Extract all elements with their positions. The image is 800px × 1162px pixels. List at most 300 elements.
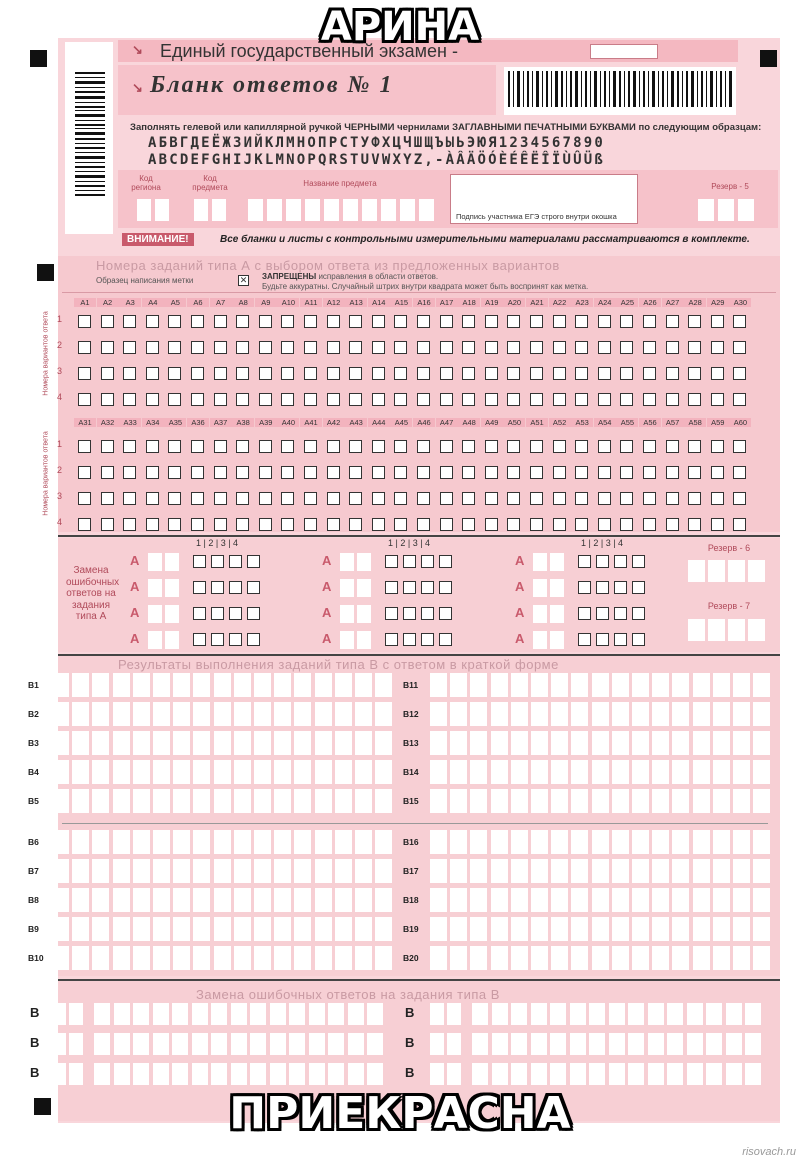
replaceB-answer-cell[interactable] <box>192 1063 208 1085</box>
partB-answer-cell[interactable] <box>592 888 609 912</box>
reserve5-box-1[interactable] <box>698 199 714 221</box>
answer-checkbox[interactable] <box>101 367 114 380</box>
answer-checkbox[interactable] <box>281 367 294 380</box>
replaceA-checkbox[interactable] <box>578 607 591 620</box>
partB-answer-cell[interactable] <box>254 830 271 854</box>
partB-answer-cell[interactable] <box>733 830 750 854</box>
replaceA-checkbox[interactable] <box>421 581 434 594</box>
subject-name-box[interactable] <box>324 199 339 221</box>
partB-answer-cell[interactable] <box>173 917 190 941</box>
reserve-box[interactable] <box>688 560 705 582</box>
partB-answer-cell[interactable] <box>72 731 89 755</box>
replaceB-answer-cell[interactable] <box>706 1033 722 1055</box>
replaceB-answer-cell[interactable] <box>648 1033 664 1055</box>
partB-answer-cell[interactable] <box>491 673 508 697</box>
replaceB-answer-cell[interactable] <box>348 1033 364 1055</box>
answer-checkbox[interactable] <box>485 440 498 453</box>
replaceB-answer-cell[interactable] <box>745 1003 761 1025</box>
partB-answer-cell[interactable] <box>335 702 352 726</box>
subject-name-box[interactable] <box>343 199 358 221</box>
answer-checkbox[interactable] <box>146 466 159 479</box>
partB-answer-cell[interactable] <box>753 702 770 726</box>
partB-answer-cell[interactable] <box>133 888 150 912</box>
answer-checkbox[interactable] <box>327 466 340 479</box>
replaceA-number-box[interactable] <box>148 605 162 623</box>
answer-checkbox[interactable] <box>327 440 340 453</box>
answer-checkbox[interactable] <box>688 492 701 505</box>
replaceB-answer-cell[interactable] <box>133 1063 149 1085</box>
partB-answer-cell[interactable] <box>551 830 568 854</box>
partB-answer-cell[interactable] <box>430 760 447 784</box>
partB-answer-cell[interactable] <box>430 673 447 697</box>
answer-checkbox[interactable] <box>417 440 430 453</box>
answer-checkbox[interactable] <box>349 315 362 328</box>
partB-answer-cell[interactable] <box>193 673 210 697</box>
partB-answer-cell[interactable] <box>72 673 89 697</box>
replaceB-answer-cell[interactable] <box>550 1033 566 1055</box>
partB-answer-cell[interactable] <box>753 789 770 813</box>
answer-checkbox[interactable] <box>304 393 317 406</box>
answer-checkbox[interactable] <box>123 466 136 479</box>
partB-answer-cell[interactable] <box>571 673 588 697</box>
answer-checkbox[interactable] <box>575 492 588 505</box>
answer-checkbox[interactable] <box>327 367 340 380</box>
replaceA-checkbox[interactable] <box>229 633 242 646</box>
replaceA-number-box[interactable] <box>357 631 371 649</box>
answer-checkbox[interactable] <box>462 492 475 505</box>
partB-answer-cell[interactable] <box>294 760 311 784</box>
partB-answer-cell[interactable] <box>193 789 210 813</box>
answer-checkbox[interactable] <box>304 440 317 453</box>
answer-checkbox[interactable] <box>259 341 272 354</box>
answer-checkbox[interactable] <box>711 466 724 479</box>
answer-checkbox[interactable] <box>440 440 453 453</box>
partB-answer-cell[interactable] <box>571 888 588 912</box>
partB-answer-cell[interactable] <box>294 673 311 697</box>
partB-answer-cell[interactable] <box>335 789 352 813</box>
replaceA-checkbox[interactable] <box>403 581 416 594</box>
answer-checkbox[interactable] <box>236 440 249 453</box>
answer-checkbox[interactable] <box>304 341 317 354</box>
partB-answer-cell[interactable] <box>592 702 609 726</box>
partB-answer-cell[interactable] <box>254 946 271 970</box>
replaceB-number-box[interactable] <box>52 1033 66 1055</box>
answer-checkbox[interactable] <box>553 440 566 453</box>
partB-answer-cell[interactable] <box>551 946 568 970</box>
partB-answer-cell[interactable] <box>612 731 629 755</box>
answer-checkbox[interactable] <box>733 367 746 380</box>
answer-checkbox[interactable] <box>666 440 679 453</box>
partB-answer-cell[interactable] <box>693 946 710 970</box>
answer-checkbox[interactable] <box>394 492 407 505</box>
partB-answer-cell[interactable] <box>173 830 190 854</box>
partB-answer-cell[interactable] <box>335 917 352 941</box>
replaceB-answer-cell[interactable] <box>231 1033 247 1055</box>
partB-answer-cell[interactable] <box>234 789 251 813</box>
answer-checkbox[interactable] <box>462 466 475 479</box>
partB-answer-cell[interactable] <box>450 917 467 941</box>
partB-answer-cell[interactable] <box>612 760 629 784</box>
partB-answer-cell[interactable] <box>214 859 231 883</box>
replaceB-answer-cell[interactable] <box>231 1003 247 1025</box>
answer-checkbox[interactable] <box>643 492 656 505</box>
answer-checkbox[interactable] <box>394 440 407 453</box>
partB-answer-cell[interactable] <box>450 789 467 813</box>
replaceB-answer-cell[interactable] <box>667 1003 683 1025</box>
partB-answer-cell[interactable] <box>531 731 548 755</box>
answer-checkbox[interactable] <box>146 492 159 505</box>
partB-answer-cell[interactable] <box>693 789 710 813</box>
answer-checkbox[interactable] <box>259 440 272 453</box>
replaceB-answer-cell[interactable] <box>648 1003 664 1025</box>
partB-answer-cell[interactable] <box>612 789 629 813</box>
replaceA-number-box[interactable] <box>165 631 179 649</box>
partB-answer-cell[interactable] <box>511 917 528 941</box>
replaceA-checkbox[interactable] <box>614 581 627 594</box>
answer-checkbox[interactable] <box>462 393 475 406</box>
partB-answer-cell[interactable] <box>254 673 271 697</box>
replaceA-number-box[interactable] <box>165 579 179 597</box>
answer-checkbox[interactable] <box>711 341 724 354</box>
partB-answer-cell[interactable] <box>652 760 669 784</box>
answer-checkbox[interactable] <box>485 315 498 328</box>
answer-checkbox[interactable] <box>101 341 114 354</box>
replaceB-answer-cell[interactable] <box>511 1003 527 1025</box>
partB-answer-cell[interactable] <box>592 946 609 970</box>
replaceA-checkbox[interactable] <box>229 607 242 620</box>
answer-checkbox[interactable] <box>530 341 543 354</box>
replaceA-number-box[interactable] <box>148 579 162 597</box>
replaceB-answer-cell[interactable] <box>531 1033 547 1055</box>
answer-checkbox[interactable] <box>462 440 475 453</box>
replaceB-answer-cell[interactable] <box>250 1063 266 1085</box>
partB-answer-cell[interactable] <box>753 830 770 854</box>
replaceB-answer-cell[interactable] <box>153 1003 169 1025</box>
answer-checkbox[interactable] <box>598 315 611 328</box>
partB-answer-cell[interactable] <box>612 946 629 970</box>
replaceA-checkbox[interactable] <box>421 555 434 568</box>
partB-answer-cell[interactable] <box>430 789 447 813</box>
partB-answer-cell[interactable] <box>173 702 190 726</box>
partB-answer-cell[interactable] <box>214 731 231 755</box>
partB-answer-cell[interactable] <box>113 830 130 854</box>
answer-checkbox[interactable] <box>214 466 227 479</box>
partB-answer-cell[interactable] <box>294 789 311 813</box>
answer-checkbox[interactable] <box>191 367 204 380</box>
replaceA-number-box[interactable] <box>533 605 547 623</box>
partB-answer-cell[interactable] <box>335 673 352 697</box>
answer-checkbox[interactable] <box>394 341 407 354</box>
partB-answer-cell[interactable] <box>733 702 750 726</box>
partB-answer-cell[interactable] <box>470 673 487 697</box>
partB-answer-cell[interactable] <box>531 702 548 726</box>
partB-answer-cell[interactable] <box>234 702 251 726</box>
partB-answer-cell[interactable] <box>113 888 130 912</box>
answer-checkbox[interactable] <box>688 440 701 453</box>
partB-answer-cell[interactable] <box>632 673 649 697</box>
reserve-box[interactable] <box>708 619 725 641</box>
answer-checkbox[interactable] <box>394 367 407 380</box>
partB-answer-cell[interactable] <box>153 888 170 912</box>
answer-checkbox[interactable] <box>123 315 136 328</box>
partB-answer-cell[interactable] <box>294 702 311 726</box>
partB-answer-cell[interactable] <box>531 760 548 784</box>
partB-answer-cell[interactable] <box>713 859 730 883</box>
partB-answer-cell[interactable] <box>753 760 770 784</box>
replaceB-answer-cell[interactable] <box>492 1033 508 1055</box>
replaceA-checkbox[interactable] <box>578 581 591 594</box>
partB-answer-cell[interactable] <box>551 731 568 755</box>
replaceB-answer-cell[interactable] <box>367 1063 383 1085</box>
answer-checkbox[interactable] <box>349 367 362 380</box>
answer-checkbox[interactable] <box>214 367 227 380</box>
answer-checkbox[interactable] <box>553 393 566 406</box>
answer-checkbox[interactable] <box>733 466 746 479</box>
partB-answer-cell[interactable] <box>713 917 730 941</box>
partB-answer-cell[interactable] <box>430 731 447 755</box>
replaceA-checkbox[interactable] <box>439 581 452 594</box>
partB-answer-cell[interactable] <box>652 789 669 813</box>
partB-answer-cell[interactable] <box>753 917 770 941</box>
replaceB-answer-cell[interactable] <box>589 1063 605 1085</box>
partB-answer-cell[interactable] <box>72 830 89 854</box>
partB-answer-cell[interactable] <box>713 760 730 784</box>
answer-checkbox[interactable] <box>281 315 294 328</box>
answer-checkbox[interactable] <box>281 466 294 479</box>
partB-answer-cell[interactable] <box>133 946 150 970</box>
answer-checkbox[interactable] <box>620 466 633 479</box>
partB-answer-cell[interactable] <box>315 917 332 941</box>
partB-answer-cell[interactable] <box>52 789 69 813</box>
answer-checkbox[interactable] <box>688 393 701 406</box>
partB-answer-cell[interactable] <box>375 731 392 755</box>
partB-answer-cell[interactable] <box>52 760 69 784</box>
subject-name-box[interactable] <box>267 199 282 221</box>
partB-answer-cell[interactable] <box>491 917 508 941</box>
partB-answer-cell[interactable] <box>375 917 392 941</box>
answer-checkbox[interactable] <box>349 518 362 531</box>
replaceB-answer-cell[interactable] <box>628 1033 644 1055</box>
answer-checkbox[interactable] <box>168 518 181 531</box>
replaceB-answer-cell[interactable] <box>628 1063 644 1085</box>
partB-answer-cell[interactable] <box>632 702 649 726</box>
replaceB-answer-cell[interactable] <box>706 1063 722 1085</box>
replaceB-answer-cell[interactable] <box>94 1063 110 1085</box>
replaceA-number-box[interactable] <box>550 553 564 571</box>
partB-answer-cell[interactable] <box>652 702 669 726</box>
answer-checkbox[interactable] <box>259 393 272 406</box>
replaceA-checkbox[interactable] <box>385 555 398 568</box>
replaceA-checkbox[interactable] <box>632 581 645 594</box>
partB-answer-cell[interactable] <box>672 731 689 755</box>
answer-checkbox[interactable] <box>553 466 566 479</box>
partB-answer-cell[interactable] <box>672 760 689 784</box>
answer-checkbox[interactable] <box>620 492 633 505</box>
answer-checkbox[interactable] <box>191 315 204 328</box>
answer-checkbox[interactable] <box>688 315 701 328</box>
replaceB-answer-cell[interactable] <box>706 1003 722 1025</box>
answer-checkbox[interactable] <box>394 518 407 531</box>
answer-checkbox[interactable] <box>304 492 317 505</box>
answer-checkbox[interactable] <box>259 466 272 479</box>
partB-answer-cell[interactable] <box>571 830 588 854</box>
answer-checkbox[interactable] <box>711 440 724 453</box>
partB-answer-cell[interactable] <box>592 673 609 697</box>
answer-checkbox[interactable] <box>688 518 701 531</box>
replaceB-answer-cell[interactable] <box>231 1063 247 1085</box>
partB-answer-cell[interactable] <box>375 789 392 813</box>
partB-answer-cell[interactable] <box>113 760 130 784</box>
partB-answer-cell[interactable] <box>632 731 649 755</box>
partB-answer-cell[interactable] <box>733 760 750 784</box>
replaceA-checkbox[interactable] <box>439 607 452 620</box>
replaceA-checkbox[interactable] <box>596 633 609 646</box>
partB-answer-cell[interactable] <box>335 859 352 883</box>
subject-name-box[interactable] <box>248 199 263 221</box>
partB-answer-cell[interactable] <box>713 731 730 755</box>
partB-answer-cell[interactable] <box>450 731 467 755</box>
partB-answer-cell[interactable] <box>632 760 649 784</box>
partB-answer-cell[interactable] <box>470 888 487 912</box>
answer-checkbox[interactable] <box>666 367 679 380</box>
partB-answer-cell[interactable] <box>355 888 372 912</box>
answer-checkbox[interactable] <box>530 393 543 406</box>
partB-answer-cell[interactable] <box>133 789 150 813</box>
partB-answer-cell[interactable] <box>450 946 467 970</box>
subject-name-box[interactable] <box>381 199 396 221</box>
partB-answer-cell[interactable] <box>113 702 130 726</box>
answer-checkbox[interactable] <box>123 440 136 453</box>
partB-answer-cell[interactable] <box>355 859 372 883</box>
partB-answer-cell[interactable] <box>52 702 69 726</box>
partB-answer-cell[interactable] <box>193 731 210 755</box>
partB-answer-cell[interactable] <box>52 859 69 883</box>
answer-checkbox[interactable] <box>281 518 294 531</box>
partB-answer-cell[interactable] <box>713 673 730 697</box>
partB-answer-cell[interactable] <box>113 673 130 697</box>
answer-checkbox[interactable] <box>372 466 385 479</box>
partB-answer-cell[interactable] <box>72 917 89 941</box>
answer-checkbox[interactable] <box>372 315 385 328</box>
reserve-box[interactable] <box>688 619 705 641</box>
replaceB-answer-cell[interactable] <box>211 1003 227 1025</box>
partB-answer-cell[interactable] <box>294 946 311 970</box>
partB-answer-cell[interactable] <box>612 859 629 883</box>
answer-checkbox[interactable] <box>327 492 340 505</box>
partB-answer-cell[interactable] <box>693 830 710 854</box>
partB-answer-cell[interactable] <box>133 760 150 784</box>
answer-checkbox[interactable] <box>643 315 656 328</box>
partB-answer-cell[interactable] <box>234 946 251 970</box>
answer-checkbox[interactable] <box>101 518 114 531</box>
answer-checkbox[interactable] <box>259 367 272 380</box>
answer-checkbox[interactable] <box>485 466 498 479</box>
partB-answer-cell[interactable] <box>450 830 467 854</box>
subject-name-box[interactable] <box>400 199 415 221</box>
partB-answer-cell[interactable] <box>153 830 170 854</box>
answer-checkbox[interactable] <box>191 440 204 453</box>
partB-answer-cell[interactable] <box>72 946 89 970</box>
partB-answer-cell[interactable] <box>672 830 689 854</box>
partB-answer-cell[interactable] <box>193 830 210 854</box>
partB-answer-cell[interactable] <box>133 673 150 697</box>
partB-answer-cell[interactable] <box>511 673 528 697</box>
answer-checkbox[interactable] <box>123 367 136 380</box>
answer-checkbox[interactable] <box>372 440 385 453</box>
answer-checkbox[interactable] <box>711 393 724 406</box>
partB-answer-cell[interactable] <box>274 888 291 912</box>
partB-answer-cell[interactable] <box>450 888 467 912</box>
replaceB-number-box[interactable] <box>447 1033 461 1055</box>
partB-answer-cell[interactable] <box>450 673 467 697</box>
replaceB-answer-cell[interactable] <box>550 1063 566 1085</box>
answer-checkbox[interactable] <box>372 492 385 505</box>
partB-answer-cell[interactable] <box>652 859 669 883</box>
partB-answer-cell[interactable] <box>612 673 629 697</box>
replaceB-answer-cell[interactable] <box>309 1063 325 1085</box>
subject-name-box[interactable] <box>305 199 320 221</box>
answer-checkbox[interactable] <box>349 341 362 354</box>
answer-checkbox[interactable] <box>349 466 362 479</box>
answer-checkbox[interactable] <box>598 341 611 354</box>
replaceA-checkbox[interactable] <box>229 581 242 594</box>
replaceB-answer-cell[interactable] <box>270 1063 286 1085</box>
replaceB-answer-cell[interactable] <box>172 1033 188 1055</box>
replaceA-checkbox[interactable] <box>403 607 416 620</box>
answer-checkbox[interactable] <box>78 440 91 453</box>
partB-answer-cell[interactable] <box>612 702 629 726</box>
partB-answer-cell[interactable] <box>92 859 109 883</box>
replaceA-checkbox[interactable] <box>247 555 260 568</box>
partB-answer-cell[interactable] <box>294 830 311 854</box>
partB-answer-cell[interactable] <box>315 702 332 726</box>
answer-checkbox[interactable] <box>688 466 701 479</box>
partB-answer-cell[interactable] <box>52 888 69 912</box>
partB-answer-cell[interactable] <box>430 702 447 726</box>
answer-checkbox[interactable] <box>146 315 159 328</box>
replaceB-number-box[interactable] <box>52 1003 66 1025</box>
answer-checkbox[interactable] <box>440 393 453 406</box>
answer-checkbox[interactable] <box>101 440 114 453</box>
partB-answer-cell[interactable] <box>214 789 231 813</box>
answer-checkbox[interactable] <box>598 440 611 453</box>
reserve5-box-2[interactable] <box>718 199 734 221</box>
replaceA-checkbox[interactable] <box>211 607 224 620</box>
answer-checkbox[interactable] <box>733 440 746 453</box>
replaceB-answer-cell[interactable] <box>570 1063 586 1085</box>
partB-answer-cell[interactable] <box>92 946 109 970</box>
replaceA-checkbox[interactable] <box>614 607 627 620</box>
answer-checkbox[interactable] <box>168 492 181 505</box>
answer-checkbox[interactable] <box>530 492 543 505</box>
answer-checkbox[interactable] <box>462 341 475 354</box>
partB-answer-cell[interactable] <box>375 888 392 912</box>
partB-answer-cell[interactable] <box>214 830 231 854</box>
partB-answer-cell[interactable] <box>592 760 609 784</box>
partB-answer-cell[interactable] <box>315 789 332 813</box>
partB-answer-cell[interactable] <box>571 859 588 883</box>
partB-answer-cell[interactable] <box>355 917 372 941</box>
partB-answer-cell[interactable] <box>531 888 548 912</box>
answer-checkbox[interactable] <box>440 466 453 479</box>
answer-checkbox[interactable] <box>507 341 520 354</box>
answer-checkbox[interactable] <box>394 466 407 479</box>
answer-checkbox[interactable] <box>553 367 566 380</box>
answer-checkbox[interactable] <box>372 341 385 354</box>
partB-answer-cell[interactable] <box>153 946 170 970</box>
replaceA-checkbox[interactable] <box>247 607 260 620</box>
replaceA-checkbox[interactable] <box>596 607 609 620</box>
